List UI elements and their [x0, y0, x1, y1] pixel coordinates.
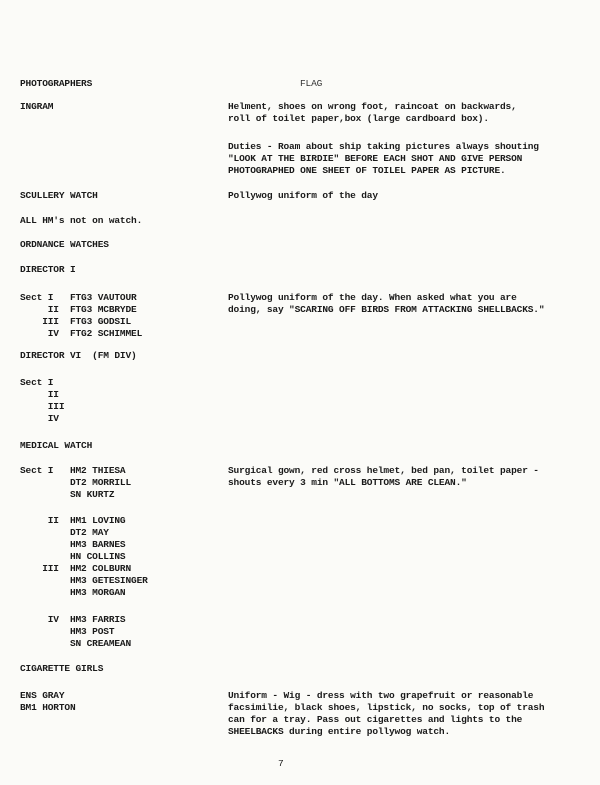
section-heading-director-1: DIRECTOR I	[20, 264, 76, 275]
director-1-desc-line-2: doing, say "SCARING OFF BIRDS FROM ATTACKING SHELLBACKS."	[228, 304, 545, 315]
medical-row: III HM2 COLBURN	[20, 563, 132, 574]
medical-row: DT2 MORRILL	[20, 477, 132, 488]
medical-row: HM3 POST	[20, 626, 115, 637]
medical-row: IV HM3 FARRIS	[20, 614, 126, 625]
director-6-row: II	[20, 389, 59, 400]
medical-row: HN COLLINS	[20, 551, 126, 562]
director-1-row: II FTG3 MCBRYDE	[20, 304, 137, 315]
heading-flag: FLAG	[300, 78, 323, 89]
director-1-desc-line-1: Pollywog uniform of the day. When asked what you are	[228, 292, 517, 303]
cigarette-name: ENS GRAY	[20, 690, 65, 701]
medical-row: SN CREAMEAN	[20, 638, 132, 649]
ingram-duties-line-1: Duties - Roam about ship taking pictures always shouting	[228, 141, 539, 152]
director-6-row: Sect I	[20, 377, 54, 388]
ingram-uniform-line-2: roll of toilet paper,box (large cardboard box).	[228, 113, 489, 124]
director-6-row: IV	[20, 413, 59, 424]
ingram-duties-line-3: PHOTOGRAPHED ONE SHEET OF TOILEL PAPER AS PICTURE.	[228, 165, 506, 176]
all-hm-note: ALL HM's not on watch.	[20, 215, 143, 226]
name-ingram: INGRAM	[20, 101, 54, 112]
medical-row: HM3 MORGAN	[20, 587, 126, 598]
medical-row: DT2 MAY	[20, 527, 109, 538]
section-heading-medical: MEDICAL WATCH	[20, 440, 93, 451]
director-6-row: III	[20, 401, 65, 412]
section-heading-scullery: SCULLERY WATCH	[20, 190, 98, 201]
medical-row: HM3 GETESINGER	[20, 575, 148, 586]
medical-desc-line-2: shouts every 3 min "ALL BOTTOMS ARE CLEAN."	[228, 477, 467, 488]
director-1-row: III FTG3 GODSIL	[20, 316, 132, 327]
ingram-uniform-line-1: Helment, shoes on wrong foot, raincoat on backwards,	[228, 101, 517, 112]
medical-desc-line-1: Surgical gown, red cross helmet, bed pan, toilet paper -	[228, 465, 539, 476]
ingram-duties-line-2: "LOOK AT THE BIRDIE" BEFORE EACH SHOT AND GIVE PERSON	[228, 153, 523, 164]
cigarette-desc-line-4: SHEELBACKS during entire pollywog watch.	[228, 726, 451, 737]
director-1-row: Sect I FTG3 VAUTOUR	[20, 292, 137, 303]
cigarette-desc-line-1: Uniform - Wig - dress with two grapefruit or reasonable	[228, 690, 534, 701]
medical-row: SN KURTZ	[20, 489, 115, 500]
section-heading-ordnance: ORDNANCE WATCHES	[20, 239, 109, 250]
cigarette-name: BM1 HORTON	[20, 702, 76, 713]
section-heading-photographers: PHOTOGRAPHERS	[20, 78, 93, 89]
medical-row: II HM1 LOVING	[20, 515, 126, 526]
page-number: 7	[278, 758, 284, 769]
scullery-desc: Pollywog uniform of the day	[228, 190, 378, 201]
medical-row: Sect I HM2 THIESA	[20, 465, 126, 476]
section-heading-cigarette: CIGARETTE GIRLS	[20, 663, 104, 674]
medical-row: HM3 BARNES	[20, 539, 126, 550]
cigarette-desc-line-3: can for a tray. Pass out cigarettes and lights to the	[228, 714, 523, 725]
director-1-row: IV FTG2 SCHIMMEL	[20, 328, 143, 339]
cigarette-desc-line-2: facsimilie, black shoes, lipstick, no socks, top of trash	[228, 702, 545, 713]
section-heading-director-6: DIRECTOR VI (FM DIV)	[20, 350, 137, 361]
